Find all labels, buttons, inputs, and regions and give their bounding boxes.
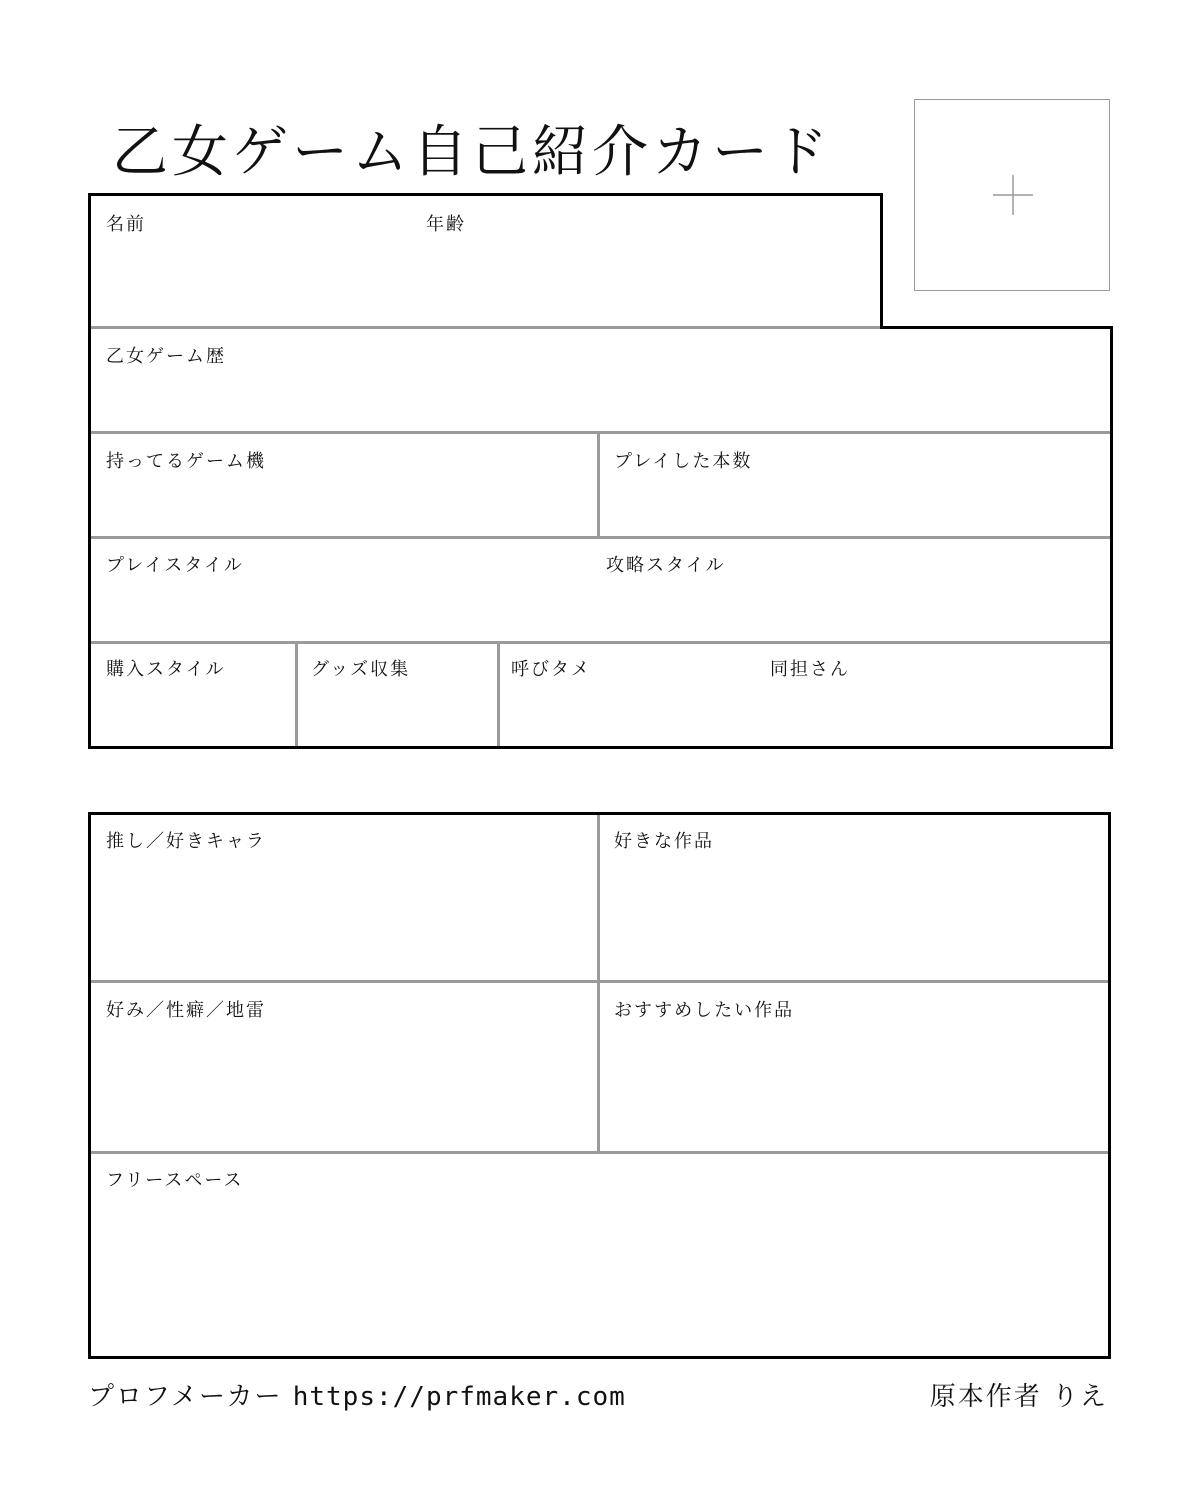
strategy-style-label: 攻略スタイル <box>606 555 726 576</box>
same-fan-label: 同担さん <box>770 659 850 680</box>
preferences-label: 好み／性癖／地雷 <box>106 1000 266 1021</box>
footer-maker <box>88 1376 626 1413</box>
free-space-field[interactable] <box>91 1154 1108 1356</box>
consoles-label: 持ってるゲーム機 <box>106 451 266 472</box>
nickname-label: 呼びタメ <box>511 659 591 680</box>
history-field[interactable] <box>91 329 1110 431</box>
goods-label: グッズ収集 <box>311 659 411 680</box>
played-count-label: プレイした本数 <box>614 451 753 472</box>
border <box>1108 812 1111 1359</box>
play-style-label: プレイスタイル <box>106 555 244 576</box>
border <box>88 746 1113 749</box>
age-field[interactable] <box>411 196 880 326</box>
free-space-label: フリースペース <box>106 1170 244 1191</box>
footer-url-link[interactable]: https://prfmaker.com <box>292 1382 626 1412</box>
border <box>880 193 883 329</box>
footer-maker-name: プロフメーカー <box>88 1382 283 1412</box>
age-label: 年齢 <box>426 214 466 235</box>
favorite-works-label: 好きな作品 <box>614 831 714 852</box>
border <box>1110 326 1113 749</box>
footer-author: 原本作者 りえ <box>929 1382 1108 1412</box>
favorite-chara-label: 推し／好きキャラ <box>106 831 266 852</box>
history-label: 乙女ゲーム歴 <box>106 346 226 367</box>
name-label: 名前 <box>106 214 146 235</box>
plus-icon <box>993 175 1033 215</box>
photo-upload-box[interactable] <box>914 99 1110 291</box>
border <box>88 1356 1111 1359</box>
recommend-label: おすすめしたい作品 <box>614 1000 795 1021</box>
page-title: 乙女ゲーム自己紹介カード <box>112 120 832 185</box>
purchase-style-label: 購入スタイル <box>106 659 226 680</box>
